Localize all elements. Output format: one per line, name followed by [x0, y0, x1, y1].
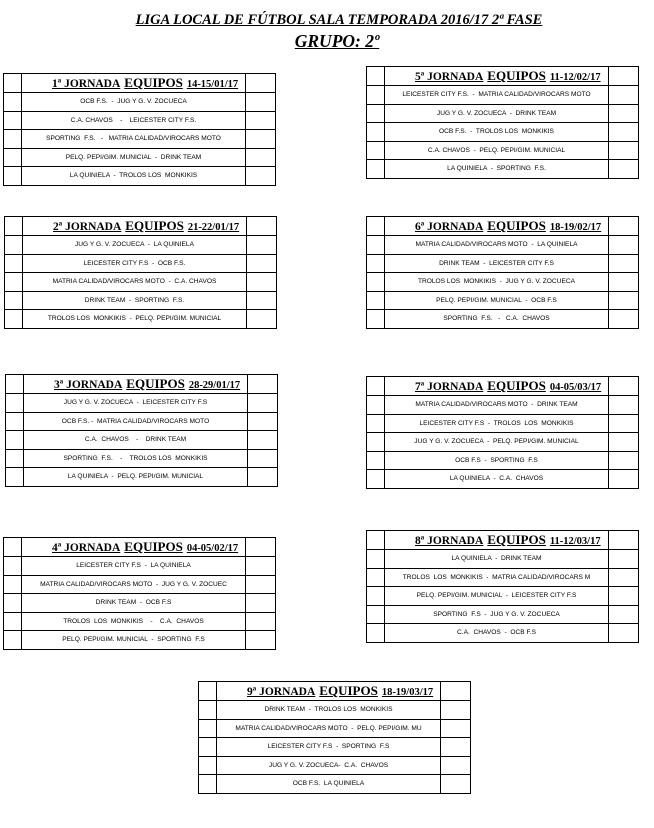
match-teams: JUG Y G. V. ZOCUECA- C.A. CHAVOS	[217, 756, 441, 775]
match-teams: PELQ. PEPI/GIM. MUNICIAL - OCB F.S	[385, 291, 609, 310]
jornada-3-table	[5, 374, 278, 487]
score-cell-away	[609, 236, 639, 255]
match-row	[4, 631, 276, 650]
jornada-label: 3ª JORNADA	[54, 379, 123, 391]
match-row	[367, 396, 639, 415]
score-cell-home	[6, 449, 24, 468]
match-teams: JUG Y G. V. ZOCUECA - LEICESTER CITY F.S	[24, 394, 248, 413]
score-cell-home	[5, 273, 23, 292]
score-cell-home	[6, 412, 24, 431]
jornada-2-table	[4, 216, 277, 329]
score-cell-home	[367, 605, 385, 624]
jornada-header-row	[367, 377, 639, 396]
match-teams: LEICESTER CITY F.S - TROLOS LOS MONKIKIS	[385, 414, 609, 433]
score-cell-away	[246, 575, 276, 594]
score-cell-home	[367, 236, 385, 255]
jornada-header-row	[199, 682, 471, 701]
score-cell-away	[246, 612, 276, 631]
score-cell-home	[199, 701, 217, 720]
score-cell-home	[367, 587, 385, 606]
score-cell-away	[248, 449, 278, 468]
score-cell-home	[367, 433, 385, 452]
score-cell-home	[367, 396, 385, 415]
match-teams: JUG Y G. V. ZOCUECA - DRINK TEAM	[385, 104, 609, 123]
match-row	[367, 273, 639, 292]
jornada-header-row	[367, 67, 639, 86]
jornada-7-table	[366, 376, 639, 489]
score-cell-away	[246, 594, 276, 613]
jornada-date: 18-19/02/17	[549, 222, 602, 233]
score-cell-home	[6, 468, 24, 487]
score-cell-home	[199, 738, 217, 757]
match-row	[4, 575, 276, 594]
match-row	[367, 86, 639, 105]
header-left-cell	[6, 375, 24, 394]
score-cell-home	[199, 775, 217, 794]
match-teams: C.A. CHAVOS - OCB F.S	[385, 624, 609, 643]
match-teams: OCB F.S. LA QUINIELA	[217, 775, 441, 794]
match-teams: C.A. CHAVOS - DRINK TEAM	[24, 431, 248, 450]
match-row	[5, 236, 277, 255]
match-row	[4, 167, 276, 186]
match-teams: MATRIA CALIDAD/VIROCARS MOTO - LA QUINIELA	[385, 236, 609, 255]
match-teams: LEICESTER CITY F.S - OCB F.S.	[23, 254, 247, 273]
header-left-cell	[4, 74, 22, 93]
equipos-label: EQUIPOS	[487, 218, 546, 233]
jornada-date: 28-29/01/17	[188, 380, 241, 391]
equipos-label: EQUIPOS	[487, 532, 546, 547]
score-cell-away	[248, 468, 278, 487]
score-cell-away	[609, 587, 639, 606]
match-teams: LA QUINIELA - SPORTING F.S.	[385, 160, 609, 179]
match-teams: DRINK TEAM - SPORTING F.S.	[23, 291, 247, 310]
jornada-6-table	[366, 216, 639, 329]
jornada-header	[217, 682, 441, 701]
match-row	[4, 93, 276, 112]
match-row	[367, 141, 639, 160]
header-right-cell	[248, 375, 278, 394]
jornada-date: 11-12/02/17	[549, 72, 601, 83]
match-row	[5, 273, 277, 292]
score-cell-home	[5, 291, 23, 310]
match-teams: C.A. CHAVOS - LEICESTER CITY F.S.	[22, 111, 246, 130]
match-teams: LA QUINIELA - PELQ. PEPI/GIM. MUNICIAL	[24, 468, 248, 487]
score-cell-away	[441, 756, 471, 775]
match-row	[199, 701, 471, 720]
score-cell-away	[609, 605, 639, 624]
match-teams: LEICESTER CITY F.S. - MATRIA CALIDAD/VIROCARS MOTO	[385, 86, 609, 105]
match-row	[4, 130, 276, 149]
score-cell-home	[367, 451, 385, 470]
match-row	[4, 148, 276, 167]
match-row	[199, 738, 471, 757]
header-right-cell	[441, 682, 471, 701]
jornada-label: 1ª JORNADA	[52, 78, 121, 90]
score-cell-home	[367, 568, 385, 587]
jornada-label: 8ª JORNADA	[415, 535, 484, 547]
jornada-header	[385, 377, 609, 396]
score-cell-home	[4, 93, 22, 112]
header-left-cell	[367, 217, 385, 236]
header-right-cell	[609, 67, 639, 86]
match-teams: DRINK TEAM - LEICESTER CITY F.S	[385, 254, 609, 273]
score-cell-away	[609, 291, 639, 310]
match-row	[367, 160, 639, 179]
match-row	[199, 719, 471, 738]
score-cell-home	[4, 594, 22, 613]
match-row	[5, 310, 277, 329]
match-teams: SPORTING F.S. - TROLOS LOS MONKIKIS	[24, 449, 248, 468]
header-left-cell	[367, 377, 385, 396]
score-cell-away	[441, 719, 471, 738]
score-cell-home	[367, 104, 385, 123]
match-teams: C.A. CHAVOS - PELQ. PEPI/GIM. MUNICIAL	[385, 141, 609, 160]
match-row	[5, 291, 277, 310]
group-title: GRUPO: 2º	[294, 31, 380, 51]
match-row	[6, 412, 278, 431]
score-cell-home	[199, 756, 217, 775]
match-row	[367, 123, 639, 142]
match-row	[367, 433, 639, 452]
score-cell-home	[367, 141, 385, 160]
header-left-cell	[367, 531, 385, 550]
jornada-label: 7ª JORNADA	[415, 381, 484, 393]
match-row	[6, 431, 278, 450]
match-teams: LA QUINIELA - C.A. CHAVOS	[385, 470, 609, 489]
score-cell-home	[4, 612, 22, 631]
score-cell-home	[4, 557, 22, 576]
jornada-8-table	[366, 530, 639, 643]
score-cell-home	[4, 111, 22, 130]
jornada-date: 11-12/03/17	[549, 536, 601, 547]
score-cell-away	[609, 104, 639, 123]
score-cell-away	[609, 568, 639, 587]
match-teams: MATRIA CALIDAD/VIROCARS MOTO - PELQ. PEPI/GIM. MU	[217, 719, 441, 738]
jornada-header	[23, 217, 247, 236]
match-teams: LEICESTER CITY F.S - SPORTING F.S	[217, 738, 441, 757]
score-cell-home	[4, 130, 22, 149]
match-teams: LA QUINIELA - TROLOS LOS MONKIKIS	[22, 167, 246, 186]
match-row	[6, 394, 278, 413]
jornada-label: 9ª JORNADA	[247, 686, 316, 698]
score-cell-home	[4, 148, 22, 167]
jornada-header	[385, 67, 609, 86]
jornada-header	[22, 538, 246, 557]
score-cell-home	[4, 575, 22, 594]
jornada-header	[22, 74, 246, 93]
header-left-cell	[199, 682, 217, 701]
jornada-date: 21-22/01/17	[187, 222, 240, 233]
jornada-label: 4ª JORNADA	[52, 542, 121, 554]
score-cell-away	[248, 412, 278, 431]
jornada-header-row	[6, 375, 278, 394]
score-cell-away	[247, 254, 277, 273]
match-row	[6, 449, 278, 468]
header-right-cell	[609, 531, 639, 550]
match-teams: PELQ. PEPI/GIM. MUNICIAL - SPORTING F.S	[22, 631, 246, 650]
equipos-label: EQUIPOS	[125, 218, 184, 233]
match-row	[367, 414, 639, 433]
score-cell-away	[609, 254, 639, 273]
score-cell-home	[4, 167, 22, 186]
score-cell-home	[4, 631, 22, 650]
jornada-5-table	[366, 66, 639, 179]
match-teams: OCB F.S. - TROLOS LOS MONKIKIS	[385, 123, 609, 142]
score-cell-home	[5, 310, 23, 329]
match-row	[4, 111, 276, 130]
score-cell-away	[441, 701, 471, 720]
match-row	[4, 594, 276, 613]
score-cell-away	[609, 624, 639, 643]
jornada-1-table	[3, 73, 276, 186]
score-cell-home	[367, 624, 385, 643]
match-teams: PELQ. PEPI/GIM. MUNICIAL - LEICESTER CITY F.S	[385, 587, 609, 606]
score-cell-home	[367, 414, 385, 433]
header-right-cell	[609, 217, 639, 236]
score-cell-home	[5, 254, 23, 273]
score-cell-away	[441, 775, 471, 794]
score-cell-away	[248, 431, 278, 450]
equipos-label: EQUIPOS	[487, 68, 546, 83]
score-cell-away	[246, 111, 276, 130]
score-cell-away	[247, 291, 277, 310]
jornada-date: 14-15/01/17	[186, 79, 239, 90]
match-row	[6, 468, 278, 487]
match-teams: DRINK TEAM - OCB F.S	[22, 594, 246, 613]
jornada-header	[385, 217, 609, 236]
match-teams: SPORTING F.S. - C.A. CHAVOS	[385, 310, 609, 329]
match-teams: OCB F.S. - MATRIA CALIDAD/VIROCARS MOTO	[24, 412, 248, 431]
score-cell-away	[246, 167, 276, 186]
jornada-header	[24, 375, 248, 394]
header-left-cell	[4, 538, 22, 557]
match-row	[199, 775, 471, 794]
match-teams: LEICESTER CITY F.S - LA QUINIELA	[22, 557, 246, 576]
equipos-label: EQUIPOS	[319, 683, 378, 698]
score-cell-home	[367, 254, 385, 273]
score-cell-home	[5, 236, 23, 255]
page-title: LIGA LOCAL DE FÚTBOL SALA TEMPORADA 2016/17 2ª FASE	[135, 12, 543, 28]
match-teams: SPORTING F.S. - MATRIA CALIDAD/VIROCARS MOTO	[22, 130, 246, 149]
jornada-9-table	[198, 681, 471, 794]
header-left-cell	[367, 67, 385, 86]
match-row	[367, 451, 639, 470]
score-cell-away	[609, 273, 639, 292]
match-row	[367, 291, 639, 310]
score-cell-away	[247, 310, 277, 329]
jornada-date: 04-05/03/17	[549, 382, 602, 393]
score-cell-home	[367, 470, 385, 489]
header-right-cell	[247, 217, 277, 236]
match-teams: JUG Y G. V. ZOCUECA - PELQ. PEPI/GIM. MUNICIAL	[385, 433, 609, 452]
header-right-cell	[246, 74, 276, 93]
match-row	[367, 470, 639, 489]
equipos-label: EQUIPOS	[487, 378, 546, 393]
score-cell-away	[609, 470, 639, 489]
jornada-header-row	[367, 217, 639, 236]
match-teams: OCB F.S. - JUG Y G. V. ZOCUECA	[22, 93, 246, 112]
equipos-label: EQUIPOS	[126, 376, 185, 391]
score-cell-away	[609, 86, 639, 105]
score-cell-away	[609, 414, 639, 433]
match-teams: OCB F.S - SPORTING F.S	[385, 451, 609, 470]
equipos-label: EQUIPOS	[124, 75, 183, 90]
jornada-header-row	[4, 74, 276, 93]
score-cell-home	[367, 123, 385, 142]
score-cell-away	[609, 141, 639, 160]
match-teams: MATRIA CALIDAD/VIROCARS MOTO - C.A. CHAVOS	[23, 273, 247, 292]
match-row	[5, 254, 277, 273]
match-teams: PELQ. PEPI/GIM. MUNICIAL - DRINK TEAM	[22, 148, 246, 167]
jornada-label: 2ª JORNADA	[53, 221, 122, 233]
score-cell-away	[609, 160, 639, 179]
jornada-header-row	[367, 531, 639, 550]
match-row	[4, 612, 276, 631]
header-right-cell	[609, 377, 639, 396]
match-teams: SPORTING F.S - JUG Y G. V. ZOCUECA	[385, 605, 609, 624]
score-cell-away	[609, 396, 639, 415]
score-cell-away	[246, 148, 276, 167]
match-row	[367, 254, 639, 273]
match-teams: MATRIA CALIDAD/VIROCARS MOTO - JUG Y G. V. ZOCUEC	[22, 575, 246, 594]
match-row	[367, 310, 639, 329]
jornada-header-row	[5, 217, 277, 236]
jornada-header	[385, 531, 609, 550]
jornada-date: 04-05/02/17	[186, 543, 239, 554]
jornada-header-row	[4, 538, 276, 557]
score-cell-home	[199, 719, 217, 738]
score-cell-home	[367, 160, 385, 179]
score-cell-away	[247, 236, 277, 255]
header-right-cell	[246, 538, 276, 557]
jornada-4-table	[3, 537, 276, 650]
match-row	[4, 557, 276, 576]
score-cell-home	[6, 394, 24, 413]
score-cell-away	[246, 631, 276, 650]
match-row	[367, 236, 639, 255]
match-row	[199, 756, 471, 775]
match-row	[367, 605, 639, 624]
match-teams: MATRIA CALIDAD/VIROCARS MOTO - DRINK TEAM	[385, 396, 609, 415]
match-row	[367, 587, 639, 606]
score-cell-home	[367, 550, 385, 569]
score-cell-away	[246, 93, 276, 112]
match-teams: TROLOS LOS MONKIKIS - MATRIA CALIDAD/VIROCARS M	[385, 568, 609, 587]
score-cell-away	[441, 738, 471, 757]
match-teams: TROLOS LOS MONKIKIS - PELQ. PEPI/GIM. MUNICIAL	[23, 310, 247, 329]
score-cell-away	[246, 130, 276, 149]
score-cell-home	[367, 310, 385, 329]
match-row	[367, 624, 639, 643]
jornada-label: 5ª JORNADA	[415, 71, 484, 83]
match-row	[367, 550, 639, 569]
score-cell-away	[609, 451, 639, 470]
score-cell-home	[367, 86, 385, 105]
score-cell-home	[367, 273, 385, 292]
jornada-date: 18-19/03/17	[381, 687, 434, 698]
score-cell-away	[609, 123, 639, 142]
match-teams: JUG Y G. V. ZOCUECA - LA QUINIELA	[23, 236, 247, 255]
score-cell-home	[6, 431, 24, 450]
score-cell-away	[248, 394, 278, 413]
match-teams: LA QUINIELA - DRINK TEAM	[385, 550, 609, 569]
equipos-label: EQUIPOS	[124, 539, 183, 554]
header-left-cell	[5, 217, 23, 236]
score-cell-away	[609, 433, 639, 452]
score-cell-home	[367, 291, 385, 310]
jornada-label: 6ª JORNADA	[415, 221, 484, 233]
match-row	[367, 568, 639, 587]
match-teams: DRINK TEAM - TROLOS LOS MONKIKIS	[217, 701, 441, 720]
match-teams: TROLOS LOS MONKIKIS - C.A. CHAVOS	[22, 612, 246, 631]
score-cell-away	[609, 310, 639, 329]
score-cell-away	[246, 557, 276, 576]
match-teams: TROLOS LOS MONKIKIS - JUG Y G. V. ZOCUECA	[385, 273, 609, 292]
match-row	[367, 104, 639, 123]
score-cell-away	[609, 550, 639, 569]
score-cell-away	[247, 273, 277, 292]
